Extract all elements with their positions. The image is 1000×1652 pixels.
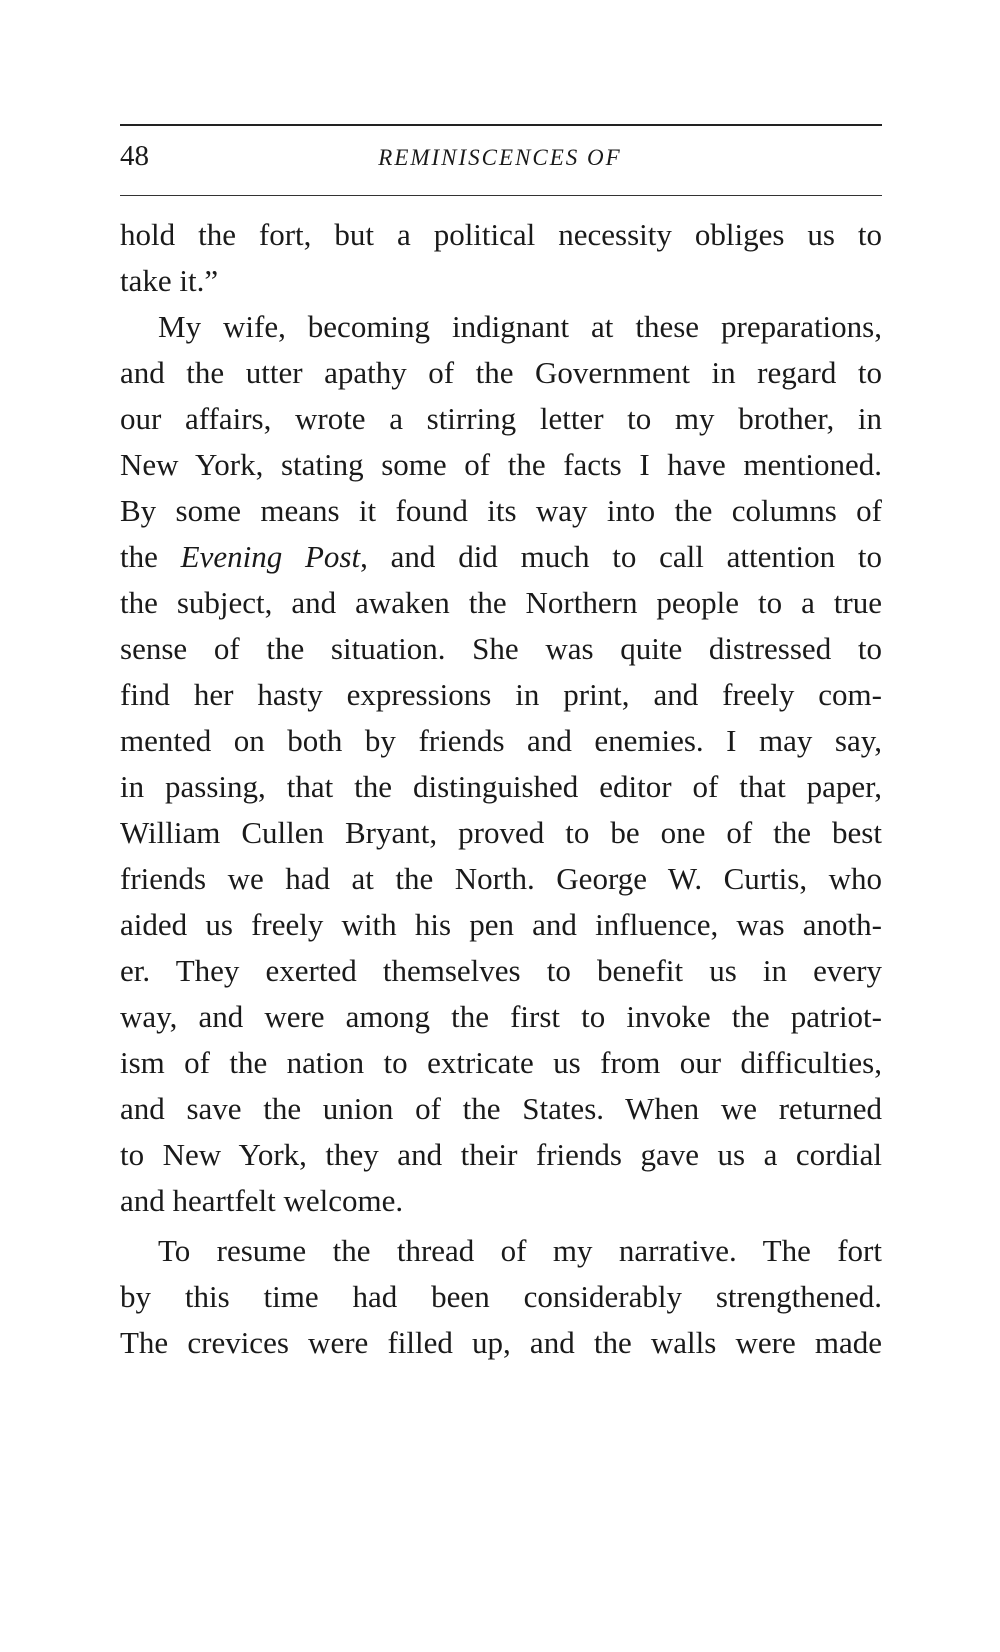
text-line: ism of the nation to extricate us from our difficulties, bbox=[120, 1045, 882, 1080]
text-segment: the bbox=[120, 539, 181, 574]
text-line: our affairs, wrote a stirring letter to my brother, in bbox=[120, 401, 882, 436]
body-text bbox=[120, 212, 882, 1366]
text-line: To resume the thread of my narrative. The fort bbox=[158, 1233, 882, 1268]
page-number: 48 bbox=[120, 140, 149, 172]
text-line: By some means it found its way into the columns of bbox=[120, 493, 882, 528]
header-rule-top bbox=[120, 124, 882, 126]
periodical-title: Evening Post bbox=[180, 539, 361, 574]
text-segment: , and did much to call attention to bbox=[360, 539, 883, 574]
text-line: by this time had been considerably strengthened. bbox=[120, 1279, 882, 1314]
text-line: and the utter apathy of the Government in regard to bbox=[120, 355, 882, 390]
text-line: and save the union of the States. When we returned bbox=[120, 1091, 882, 1126]
text-line-evening-post bbox=[120, 534, 882, 580]
text-line: way, and were among the first to invoke the patriot- bbox=[120, 999, 882, 1034]
text-line: New York, stating some of the facts I have mentioned. bbox=[120, 447, 882, 482]
text-line: sense of the situation. She was quite distressed to bbox=[120, 631, 882, 666]
text-line: the subject, and awaken the Northern people to a true bbox=[120, 585, 882, 620]
text-line: take it.” bbox=[120, 263, 219, 298]
text-line: My wife, becoming indignant at these preparations, bbox=[158, 309, 882, 344]
text-line: hold the fort, but a political necessity obliges us to bbox=[120, 217, 882, 252]
text-line: friends we had at the North. George W. Curtis, who bbox=[120, 861, 882, 896]
header-rule-bottom bbox=[120, 195, 882, 196]
text-line: in passing, that the distinguished editor of that paper, bbox=[120, 769, 882, 804]
text-line: The crevices were filled up, and the walls were made bbox=[120, 1325, 882, 1360]
text-line: mented on both by friends and enemies. I may say, bbox=[120, 723, 882, 758]
text-line: to New York, they and their friends gave us a cordial bbox=[120, 1137, 882, 1172]
text-line: and heartfelt welcome. bbox=[120, 1183, 404, 1218]
running-head: REMINISCENCES OF bbox=[378, 145, 622, 170]
text-line: er. They exerted themselves to benefit us in every bbox=[120, 953, 882, 988]
text-line: aided us freely with his pen and influence, was anoth- bbox=[120, 907, 882, 942]
text-line: William Cullen Bryant, proved to be one of the best bbox=[120, 815, 882, 850]
text-line: find her hasty expressions in print, and freely com- bbox=[120, 677, 882, 712]
